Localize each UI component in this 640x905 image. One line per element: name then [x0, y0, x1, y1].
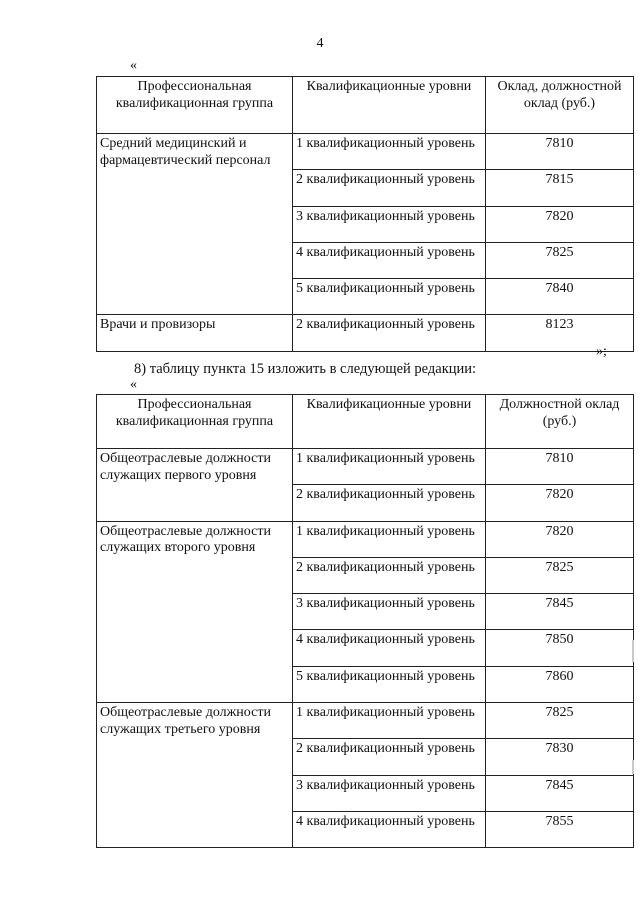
- salary-cell: 7825: [486, 557, 634, 593]
- header-group: Профессиональная квалификационная группа: [97, 395, 293, 449]
- salary-cell: 7810: [486, 449, 634, 485]
- salary-cell: 8123: [486, 315, 634, 351]
- table-row: [97, 134, 634, 170]
- table-row: [97, 315, 634, 351]
- group-name-cell: Общеотраслевые должности служащих первого уровня: [97, 449, 293, 522]
- opening-quote-2: «: [130, 377, 137, 392]
- table-row: [97, 521, 634, 557]
- group-name-cell: Врачи и провизоры: [97, 315, 293, 351]
- level-cell: 4 квалификационный уровень: [293, 242, 486, 278]
- level-cell: 3 квалификационный уровень: [293, 775, 486, 811]
- level-cell: 3 квалификационный уровень: [293, 206, 486, 242]
- salary-cell: 7830: [486, 739, 634, 775]
- group-name-cell: Общеотраслевые должности служащих третьего уровня: [97, 703, 293, 848]
- salary-cell: 7850: [486, 630, 634, 666]
- level-cell: 3 квалификационный уровень: [293, 594, 486, 630]
- level-cell: 2 квалификационный уровень: [293, 485, 486, 521]
- salary-cell: 7810: [486, 134, 634, 170]
- header-levels: Квалификационные уровни: [293, 77, 486, 134]
- table-header-row: [97, 77, 634, 134]
- salary-cell: 7855: [486, 811, 634, 847]
- group-name-cell: Общеотраслевые должности служащих второго уровня: [97, 521, 293, 702]
- salary-cell: 7860: [486, 666, 634, 702]
- level-cell: 2 квалификационный уровень: [293, 557, 486, 593]
- header-salary: Оклад, должностной оклад (руб.): [486, 77, 634, 134]
- scan-artifact: [632, 760, 634, 774]
- table-row: [97, 703, 634, 739]
- salary-cell: 7840: [486, 279, 634, 315]
- page-number: 4: [316, 36, 324, 51]
- salary-cell: 7845: [486, 775, 634, 811]
- salary-cell: 7820: [486, 485, 634, 521]
- level-cell: 2 квалификационный уровень: [293, 739, 486, 775]
- level-cell: 2 квалификационный уровень: [293, 170, 486, 206]
- salary-cell: 7815: [486, 170, 634, 206]
- amendment-paragraph: 8) таблицу пункта 15 изложить в следующей редакции:: [134, 361, 477, 377]
- salary-table-2: [96, 394, 634, 848]
- level-cell: 1 квалификационный уровень: [293, 449, 486, 485]
- salary-cell: 7845: [486, 594, 634, 630]
- table-header-row: [97, 395, 634, 449]
- closing-quote-1: »;: [596, 344, 607, 359]
- salary-cell: 7825: [486, 703, 634, 739]
- group-name-cell: Средний медицинский и фармацевтический персонал: [97, 134, 293, 315]
- table-row: [97, 449, 634, 485]
- level-cell: 4 квалификационный уровень: [293, 811, 486, 847]
- header-salary: Должностной оклад (руб.): [486, 395, 634, 449]
- level-cell: 1 квалификационный уровень: [293, 521, 486, 557]
- opening-quote-1: «: [130, 58, 137, 73]
- scan-artifact: [632, 640, 634, 662]
- level-cell: 5 квалификационный уровень: [293, 666, 486, 702]
- header-group: Профессиональная квалификационная группа: [97, 77, 293, 134]
- level-cell: 4 квалификационный уровень: [293, 630, 486, 666]
- salary-cell: 7825: [486, 242, 634, 278]
- level-cell: 1 квалификационный уровень: [293, 134, 486, 170]
- salary-cell: 7820: [486, 521, 634, 557]
- header-levels: Квалификационные уровни: [293, 395, 486, 449]
- level-cell: 5 квалификационный уровень: [293, 279, 486, 315]
- level-cell: 2 квалификационный уровень: [293, 315, 486, 351]
- salary-cell: 7820: [486, 206, 634, 242]
- salary-table-1: [96, 76, 634, 352]
- level-cell: 1 квалификационный уровень: [293, 703, 486, 739]
